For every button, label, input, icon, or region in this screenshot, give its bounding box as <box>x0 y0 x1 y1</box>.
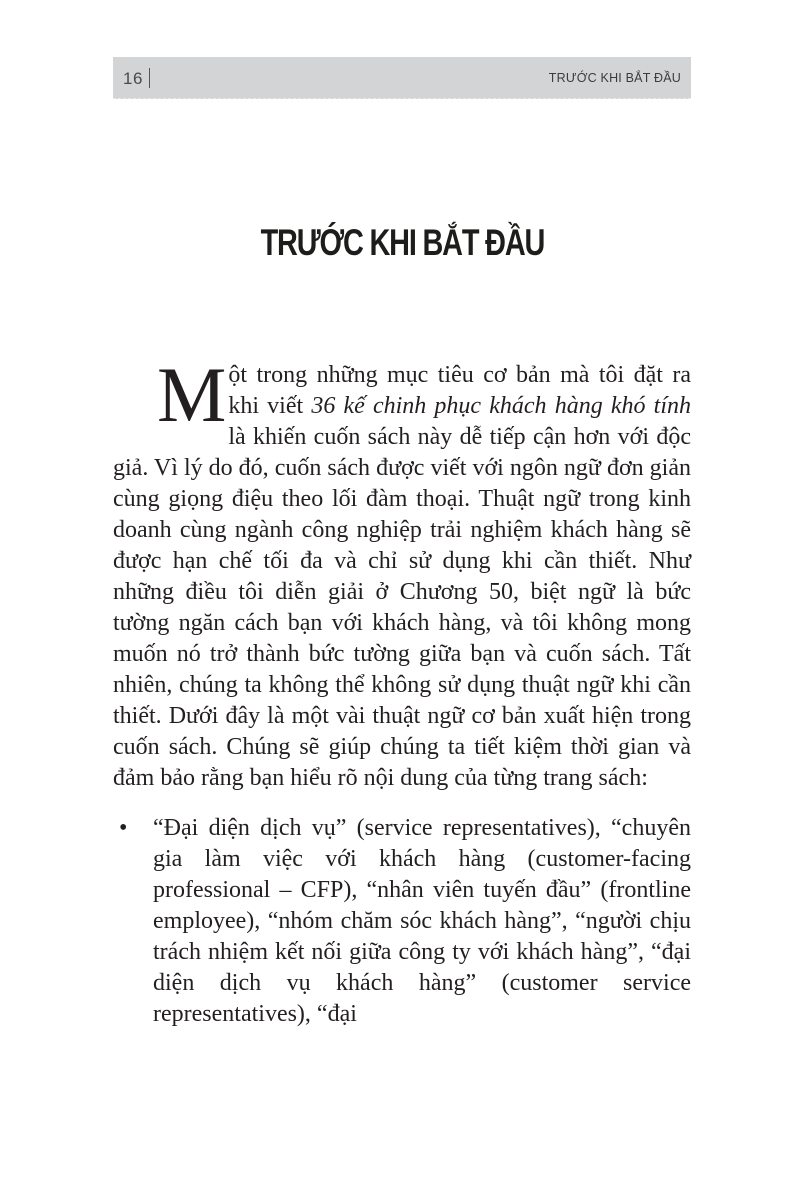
list-item-text: “Đại diện dịch vụ” (service representatives), “chuyên gia làm việc với khách hàng (customer-facing professional – CFP), “nhân viên tuyến đầu” (frontline employee), “nhóm chăm sóc khách hàng”, “người chịu trách nhiệm kết nối giữa công ty với khách hàng”, “đại diện dịch vụ khách hàng” (customer service representatives), “đại <box>153 815 691 1027</box>
drop-cap: M <box>157 351 227 438</box>
running-header <box>113 57 691 99</box>
page-number: 16 <box>123 69 143 88</box>
running-head-title: TRƯỚC KHI BẮT ĐẦU <box>548 71 681 85</box>
paragraph-start: ột trong những mục tiêu cơ bản mà tôi đặt ra khi viết <box>228 362 691 419</box>
book-title: 36 kế chinh phục khách hàng khó tính <box>311 393 691 419</box>
list-item <box>113 813 691 1030</box>
page-separator <box>149 68 150 88</box>
terms-list <box>113 813 691 1030</box>
intro-paragraph <box>113 351 691 794</box>
body-text <box>113 351 691 1030</box>
chapter-title: TRƯỚC KHI BẮT ĐẦU <box>260 222 545 263</box>
bullet-icon: • <box>119 815 128 841</box>
paragraph-rest: là khiến cuốn sách này dễ tiếp cận hơn với độc giả. Vì lý do đó, cuốn sách được viết với ngôn ngữ đơn giản cùng giọng điệu theo lối đàm thoại. Thuật ngữ trong kinh doanh cùng ngành công nghiệp trải nghiệm khách hàng sẽ được hạn chế tối đa và chỉ sử dụng khi cần thiết. Như những điều tôi diễn giải ở Chương 50, biệt ngữ là bức tường ngăn cách bạn với khách hàng, và tôi không mong muốn nó trở thành bức tường giữa bạn và cuốn sách. Tất nhiên, chúng ta không thể không sử dụng thuật ngữ khi cần thiết. Dưới đây là một vài thuật ngữ cơ bản xuất hiện trong cuốn sách. Chúng sẽ giúp chúng ta tiết kiệm thời gian và đảm bảo rằng bạn hiểu rõ nội dung của từng trang sách: <box>113 424 691 791</box>
